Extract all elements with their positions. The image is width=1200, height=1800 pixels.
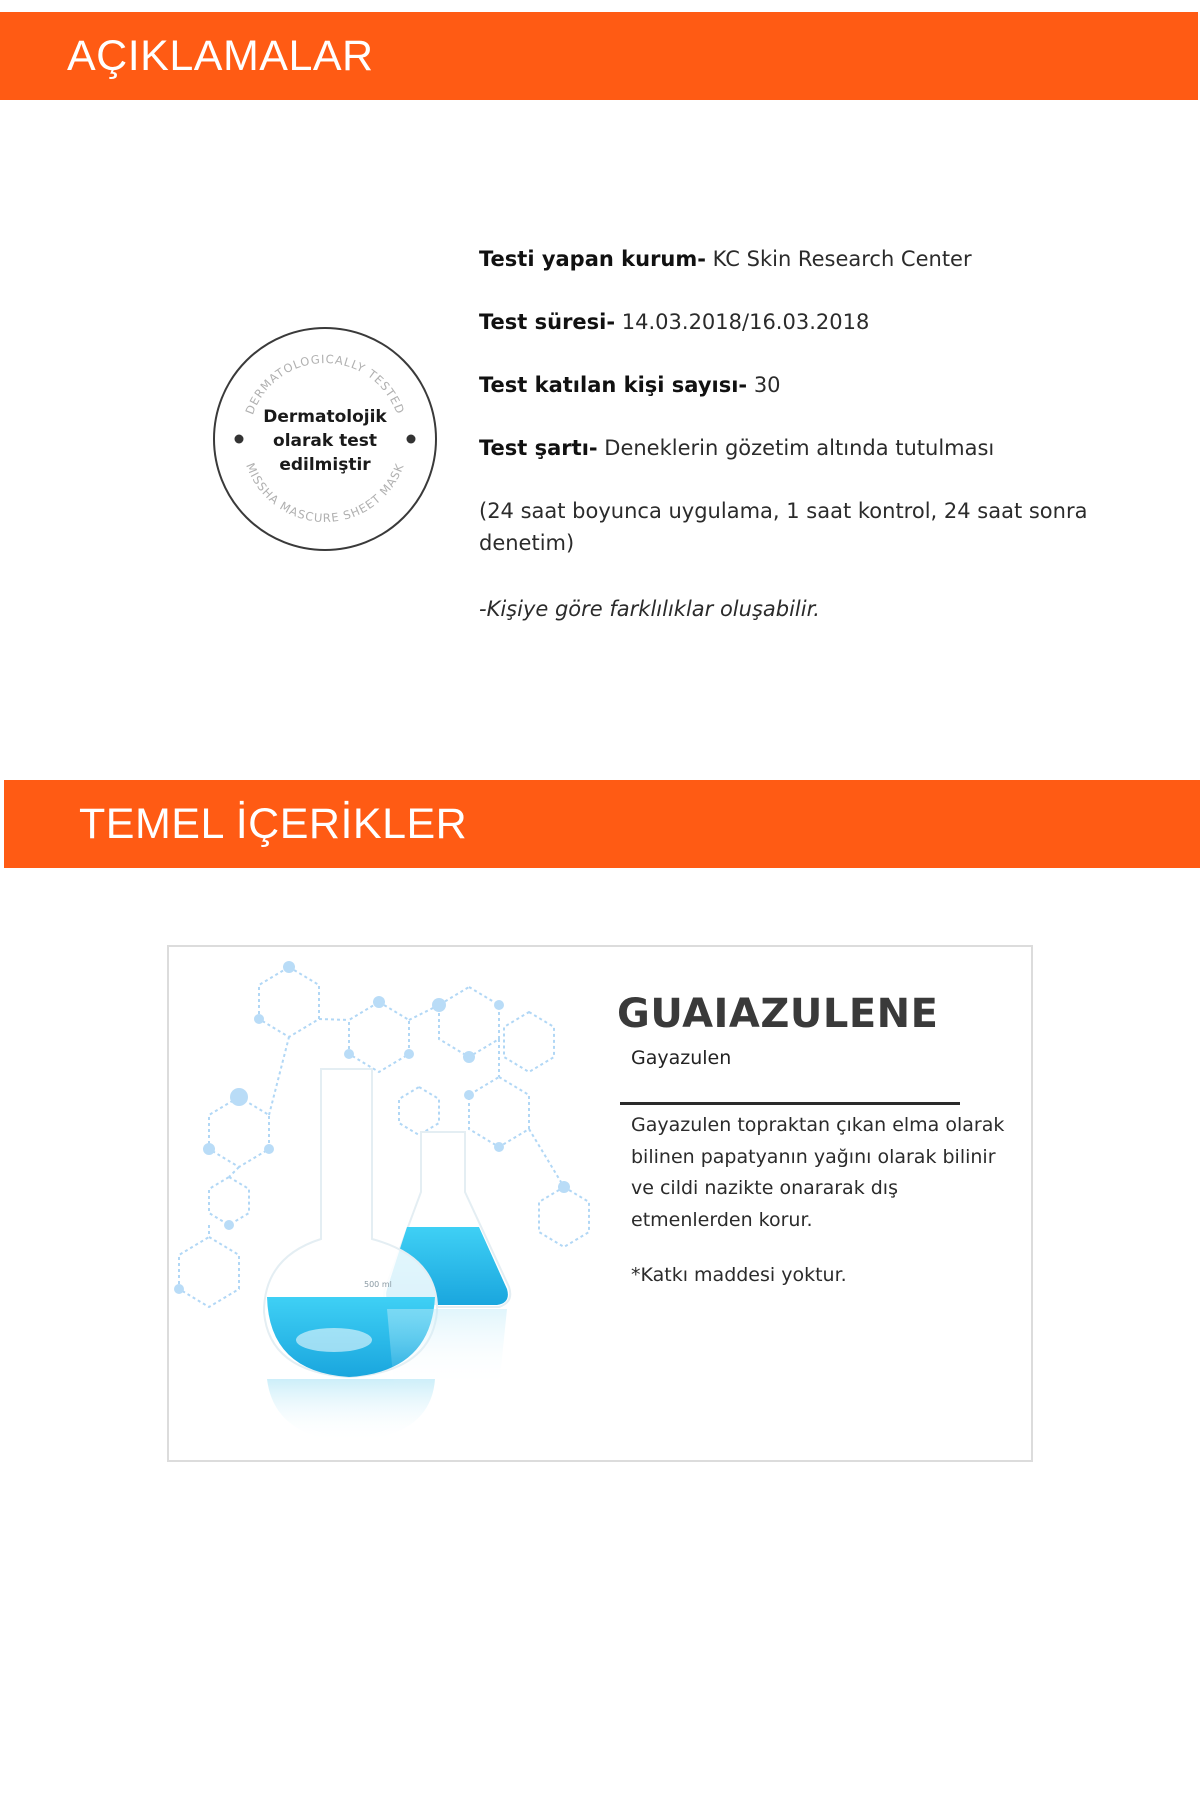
ingredient-card xyxy=(167,945,1033,1462)
ingredient-description: Gayazulen topraktan çıkan elma olarak bilinen papatyanın yağını olarak bilinir ve cildi nazikte onararak dış etmenlerden korur. xyxy=(631,1114,1005,1231)
badge-line-3: edilmiştir xyxy=(279,455,371,475)
info-label: Test şartı- xyxy=(479,436,598,460)
ingredient-name: GUAIAZULENE xyxy=(617,991,939,1037)
badge-seal-icon xyxy=(212,326,438,552)
flask-label: 500 ml xyxy=(364,1280,392,1289)
badge-dot-left xyxy=(235,435,244,444)
section-header-temel-icerikler xyxy=(4,780,1200,868)
badge-top-arc: DERMATOLOGICALLY TESTED xyxy=(242,351,408,417)
info-value: Deneklerin gözetim altında tutulması xyxy=(597,436,995,460)
test-disclaimer: -Kişiye göre farklılıklar oluşabilir. xyxy=(479,597,820,621)
dermatology-badge xyxy=(212,326,438,552)
test-institution xyxy=(479,247,972,271)
molecule-flask-icon xyxy=(169,947,639,1460)
badge-line-2: olarak test xyxy=(273,431,377,451)
divider xyxy=(620,1102,960,1105)
section-header-aciklamalar xyxy=(0,12,1198,100)
test-participants xyxy=(479,373,781,397)
info-label: Test katılan kişi sayısı- xyxy=(479,373,748,397)
ingredient-subtitle: Gayazulen xyxy=(631,1047,732,1069)
badge-bottom-arc: MISSHA MASCURE SHEET MASK xyxy=(243,460,407,526)
section-title: AÇIKLAMALAR xyxy=(67,31,374,80)
info-label: Test süresi- xyxy=(479,310,616,334)
ingredient-note: *Katkı maddesi yoktur. xyxy=(631,1264,847,1286)
section-title: TEMEL İÇERİKLER xyxy=(79,799,468,848)
info-value: 30 xyxy=(747,373,781,397)
flask-illustration xyxy=(169,947,639,1460)
info-label: Testi yapan kurum- xyxy=(479,247,706,271)
info-value: 14.03.2018/16.03.2018 xyxy=(615,310,870,334)
badge-dot-right xyxy=(407,435,416,444)
test-note: (24 saat boyunca uygulama, 1 saat kontrol, 24 saat sonra denetim) xyxy=(479,499,1088,555)
info-value: KC Skin Research Center xyxy=(705,247,972,271)
badge-line-1: Dermatolojik xyxy=(263,407,387,427)
test-condition xyxy=(479,436,994,460)
test-duration xyxy=(479,310,869,334)
